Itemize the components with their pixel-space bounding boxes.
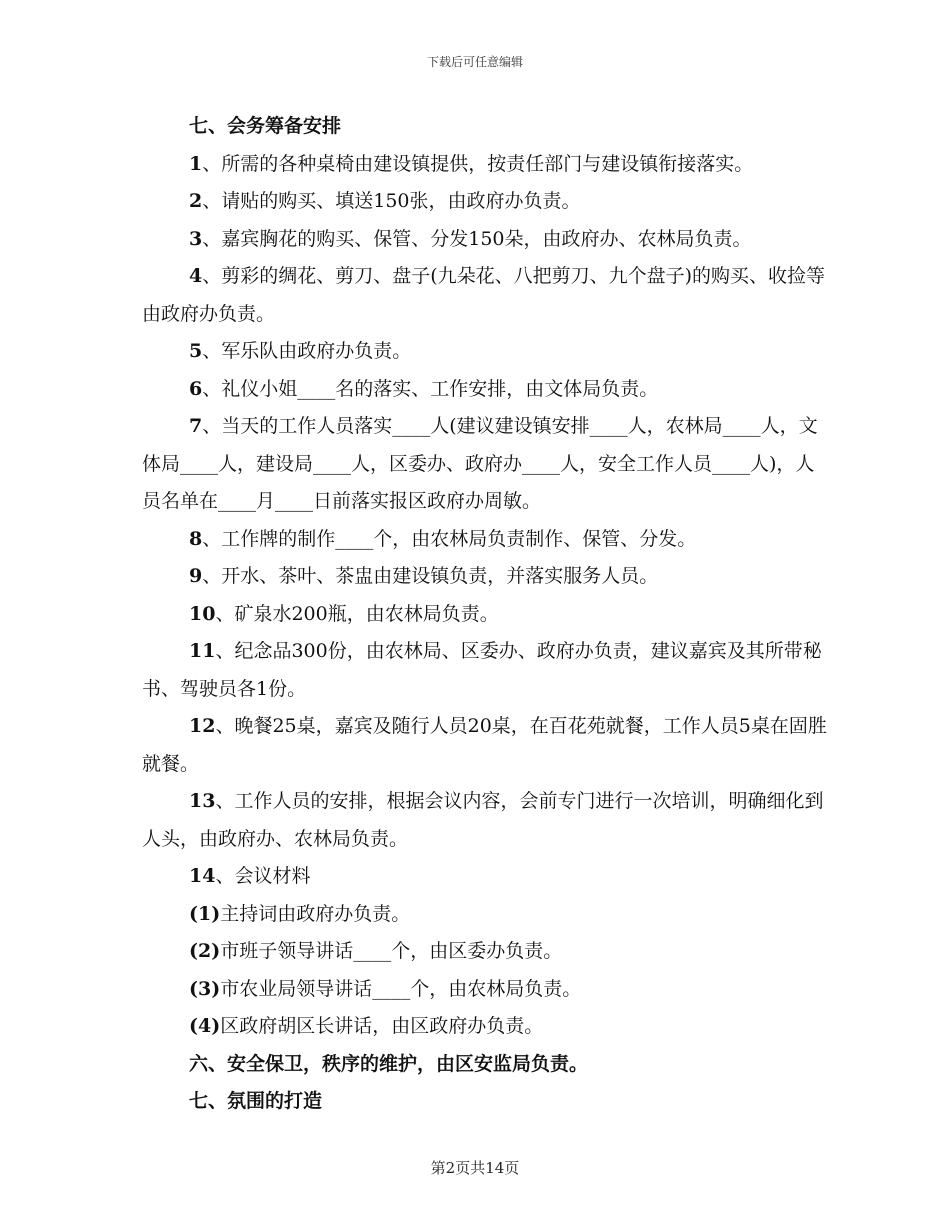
list-item-number: 7 (189, 415, 203, 437)
sub-list-item-number: (4) (189, 1015, 221, 1037)
list-item-number: 13 (189, 790, 216, 812)
list-item-number: 4 (189, 265, 203, 287)
list-item-number: 14 (189, 865, 216, 887)
list-item (142, 858, 832, 896)
sub-list-item (142, 896, 832, 934)
page-header: 下载后可任意编辑 (426, 55, 523, 69)
list-item (142, 596, 832, 634)
list-item-number: 9 (189, 565, 203, 587)
list-item-text: 、嘉宾胸花的购买、保管、分发150朵，由政府办、农林局负责。 (202, 227, 752, 250)
list-item-text: 、会议材料 (215, 865, 311, 887)
list-item (142, 371, 832, 409)
sub-list-item-text: 区政府胡区长讲话，由区政府办负责。 (220, 1015, 544, 1037)
list-item (142, 558, 832, 596)
sub-list-item (142, 1008, 832, 1046)
list-item (142, 258, 832, 333)
list-item-text: 、所需的各种桌椅由建设镇提供，按责任部门与建设镇衔接落实。 (202, 152, 754, 175)
list-item-text: 、纪念品300份，由农林局、区委办、政府办负责，建议嘉宾及其所带秘书、驾驶员各1份。 (142, 640, 822, 700)
list-item-text: 、工作人员的安排，根据会议内容，会前专门进行一次培训，明确细化到人头，由政府办、农林局负责。 (142, 790, 824, 850)
list-item-number: 2 (189, 190, 203, 212)
section-heading-text: 六、安全保卫，秩序的维护，由区安监局负责。 (189, 1052, 589, 1075)
list-item-number: 10 (189, 602, 216, 625)
sub-list-item-number: (3) (189, 977, 221, 1000)
section-heading-meeting-prep (142, 108, 832, 146)
sub-list-item (142, 933, 832, 971)
sub-list-item-text: 市班子领导讲话____个，由区委办负责。 (220, 940, 563, 962)
list-item (142, 221, 832, 259)
section-heading-security (142, 1046, 832, 1084)
list-item-text: 、礼仪小姐____名的落实、工作安排，由文体局负责。 (202, 377, 659, 400)
section-heading-text: 七、会务筹备安排 (189, 115, 342, 137)
list-item-number: 3 (189, 227, 203, 250)
list-item (142, 408, 832, 521)
list-item-text: 、当天的工作人员落实____人(建议建设镇安排____人，农林局____人，文体局____人，建设局____人，区委办、政府办____人，安全工作人员____人)，人员名单在____月____日前落实报区政府办周敏。 (142, 415, 818, 512)
sub-list-item-number: (1) (189, 902, 221, 925)
list-item (142, 333, 832, 371)
list-item-number: 12 (189, 715, 216, 737)
list-item (142, 183, 832, 221)
list-item (142, 633, 832, 708)
document-body (142, 108, 832, 1121)
sub-list-item-text: 主持词由政府办负责。 (220, 902, 411, 925)
list-item-text: 、剪彩的绸花、剪刀、盘子(九朵花、八把剪刀、九个盘子)的购买、收捡等由政府办负责。 (142, 265, 826, 325)
list-item-text: 、开水、茶叶、茶盅由建设镇负责，并落实服务人员。 (202, 565, 659, 587)
list-item (142, 146, 832, 184)
list-item-number: 5 (189, 340, 203, 362)
sub-list-item (142, 971, 832, 1009)
list-item-text: 、请贴的购买、填送150张，由政府办负责。 (202, 190, 581, 212)
list-item-text: 、晚餐25桌，嘉宾及随行人员20桌，在百花苑就餐，工作人员5桌在固胜就餐。 (142, 715, 827, 775)
list-item (142, 708, 832, 783)
list-item-number: 8 (189, 527, 203, 550)
list-item-text: 、军乐队由政府办负责。 (202, 340, 412, 362)
sub-list-item-text: 市农业局领导讲话____个，由农林局负责。 (220, 977, 582, 1000)
list-item-number: 6 (189, 377, 203, 400)
sub-list-item-number: (2) (189, 940, 221, 962)
page-footer: 第2页共14页 (430, 1159, 520, 1177)
section-heading-atmosphere (142, 1083, 832, 1121)
section-heading-text: 七、氛围的打造 (189, 1090, 323, 1112)
list-item (142, 521, 832, 559)
list-item-text: 、矿泉水200瓶，由农林局负责。 (215, 602, 499, 625)
list-item-number: 1 (189, 152, 203, 175)
list-item-text: 、工作牌的制作____个，由农林局负责制作、保管、分发。 (202, 527, 697, 550)
list-item (142, 783, 832, 858)
list-item-number: 11 (189, 640, 216, 662)
